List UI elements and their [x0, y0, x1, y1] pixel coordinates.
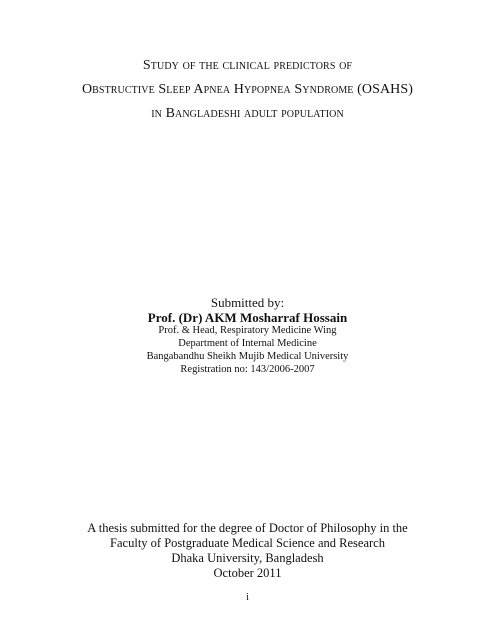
author-name: Prof. (Dr) AKM Mosharraf Hossain	[147, 310, 348, 325]
title-line-1: Study of the clinical predictors of	[142, 58, 353, 73]
thesis-statement-line-1: A thesis submitted for the degree of Doctor of Philosophy in the	[87, 521, 408, 535]
thesis-statement-line-3: Dhaka University, Bangladesh	[171, 551, 324, 565]
registration-number: Registration no: 143/2006-2007	[180, 364, 315, 375]
title-line-2: Obstructive Sleep Apnea Hypopnea Syndrome (OSAHS)	[81, 82, 414, 97]
page-number: i	[246, 592, 249, 603]
author-university: Bangabandhu Sheikh Mujib Medical University	[146, 351, 349, 362]
submitted-by-label: Submitted by:	[210, 295, 285, 310]
title-line-3: in Bangladeshi adult population	[151, 106, 344, 121]
thesis-statement-line-2: Faculty of Postgraduate Medical Science and Research	[110, 536, 385, 550]
author-department: Department of Internal Medicine	[178, 338, 317, 349]
thesis-date: October 2011	[213, 566, 282, 580]
author-position: Prof. & Head, Respiratory Medicine Wing	[158, 325, 337, 336]
